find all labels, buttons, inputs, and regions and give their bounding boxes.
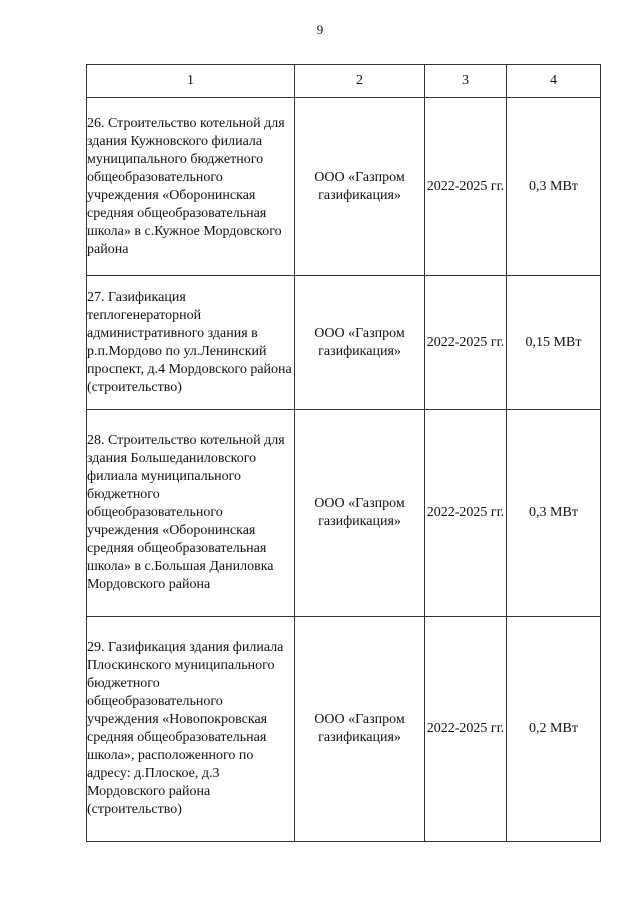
table-row (87, 410, 601, 617)
power-cell: 0,2 МВт (507, 617, 601, 842)
power-cell: 0,3 МВт (507, 410, 601, 617)
column-header-4: 4 (507, 65, 601, 98)
object-name-cell: 27. Газификация теплогенераторной административного здания в р.п.Мордово по ул.Ленинский проспект, д.4 Мордовского района (строительство) (87, 276, 295, 410)
object-name-cell: 26. Строительство котельной для здания Кужновского филиала муниципального бюджетного общеобразовательного учреждения «Оборонинская средняя общеобразовательная школа» в с.Кужное Мордовского района (87, 98, 295, 276)
object-name-cell: 29. Газификация здания филиала Плоскинского муниципального бюджетного общеобразовательного учреждения «Новопокровская средняя общеобразовательная школа», расположенного по адресу: д.Плоское, д.3 Мордовского района (строительство) (87, 617, 295, 842)
period-cell: 2022-2025 гг. (425, 410, 507, 617)
organization-cell: ООО «Газпром газификация» (295, 276, 425, 410)
period-cell: 2022-2025 гг. (425, 276, 507, 410)
organization-cell: ООО «Газпром газификация» (295, 410, 425, 617)
column-header-1: 1 (87, 65, 295, 98)
period-cell: 2022-2025 гг. (425, 617, 507, 842)
objects-table (86, 64, 601, 842)
period-cell: 2022-2025 гг. (425, 98, 507, 276)
organization-cell: ООО «Газпром газификация» (295, 98, 425, 276)
table-row (87, 276, 601, 410)
page-number: 9 (316, 22, 324, 37)
column-header-3: 3 (425, 65, 507, 98)
column-header-2: 2 (295, 65, 425, 98)
organization-cell: ООО «Газпром газификация» (295, 617, 425, 842)
table-header-row (87, 65, 601, 98)
object-name-cell: 28. Строительство котельной для здания Большеданиловского филиала муниципального бюджетного общеобразовательного учреждения «Оборонинская средняя общеобразовательная школа» в с.Большая Даниловка Мордовского района (87, 410, 295, 617)
power-cell: 0,3 МВт (507, 98, 601, 276)
table-row (87, 617, 601, 842)
power-cell: 0,15 МВт (507, 276, 601, 410)
table-row (87, 98, 601, 276)
